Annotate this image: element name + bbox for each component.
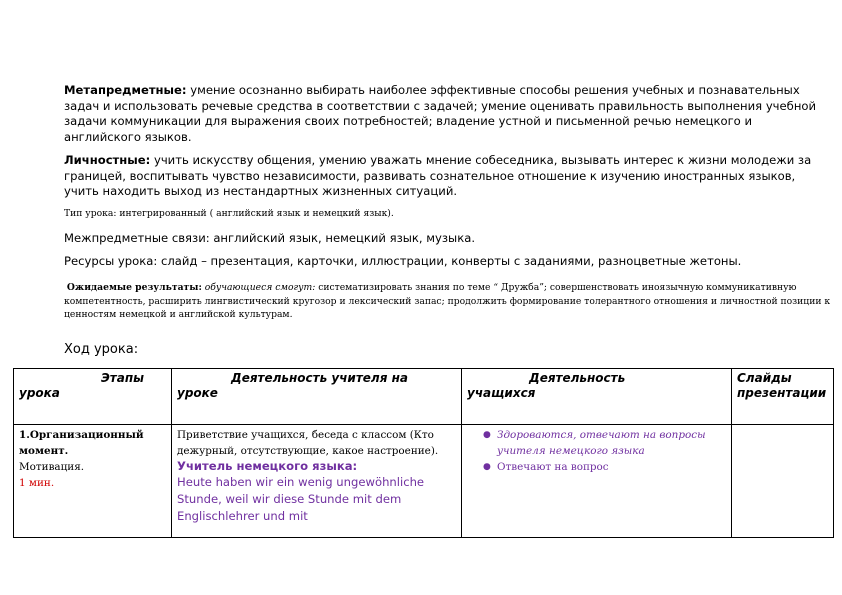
personal-paragraph bbox=[64, 153, 832, 200]
header-students bbox=[462, 369, 732, 425]
cell-students bbox=[462, 425, 732, 538]
personal-label: Личностные: bbox=[64, 153, 151, 167]
header-stage-line1: Этапы bbox=[101, 371, 145, 385]
lesson-type: Тип урока: интегрированный ( английский язык и немецкий язык). bbox=[64, 208, 394, 219]
meta-text: умение осознанно выбирать наиболее эффективные способы решения учебных и познавательных задач и использовать речевые средства в соответствии с задачей; умение оценивать правильность выполнения учебной задачи коммуникации для выражения своих потребностей; владение устной и письменной речью немецкого и английского языков. bbox=[64, 83, 817, 144]
cell-teacher bbox=[172, 425, 462, 538]
bullet-icon: ● bbox=[483, 430, 491, 440]
expected-results bbox=[64, 281, 832, 322]
table-header-row bbox=[14, 369, 834, 425]
teacher-german: Heute haben wir ein wenig ungewöhnliche Stunde, weil wir diese Stunde mit dem Englischlehrer und mit bbox=[177, 475, 425, 523]
stage-time: 1 мин. bbox=[19, 477, 55, 489]
personal-text: учить искусству общения, умению уважать мнение собеседника, вызывать интерес к жизни молодежи за границей, воспитывать чувство независимости, развивать сознательное отношение к изучению иностранных языков, учить находить выход из нестандартных жизненных ситуаций. bbox=[64, 153, 812, 198]
cell-slides bbox=[732, 425, 834, 538]
header-students-line1: Деятельность bbox=[529, 371, 626, 385]
student-list bbox=[467, 427, 726, 475]
teacher-text: Приветствие учащихся, беседа с классом (Кто дежурный, отсутствующие, какое настроение). bbox=[177, 429, 439, 457]
meta-label: Метапредметные: bbox=[64, 83, 187, 97]
table-row bbox=[14, 425, 834, 538]
header-slides-label: Слайды презентации bbox=[737, 371, 827, 400]
header-students-line2: учащихся bbox=[467, 386, 536, 400]
list-item bbox=[483, 427, 726, 459]
student-item-1: Здороваются, отвечают на вопросы учителя немецкого языка bbox=[497, 429, 706, 457]
student-item-2: Отвечают на вопрос bbox=[497, 461, 609, 473]
results-italic: обучающиеся смогут: bbox=[201, 282, 316, 293]
teacher-heading: Учитель немецкого языка: bbox=[177, 459, 358, 473]
meta-paragraph bbox=[64, 83, 832, 145]
stage-title: 1.Организационный момент. bbox=[19, 429, 144, 457]
header-teacher-line2: уроке bbox=[177, 386, 218, 400]
cell-stage bbox=[14, 425, 172, 538]
lesson-table bbox=[13, 368, 834, 538]
header-slides bbox=[732, 369, 834, 425]
course-title: Ход урока: bbox=[64, 342, 139, 357]
header-stage-line2: урока bbox=[19, 386, 60, 400]
results-label: Ожидаемые результаты: bbox=[66, 282, 202, 293]
stage-sub: Мотивация. bbox=[19, 461, 85, 473]
header-teacher-line1: Деятельность учителя на bbox=[231, 371, 408, 385]
results-text: систематизировать знания по теме “ Дружба”; совершенствовать иноязычную коммуникативную компетентность, расширить лингвистический кругозор и лексический запас; продолжить формирование толерантного отношения и личностной позиции к ценностям немецкой и английской культурам. bbox=[64, 282, 831, 321]
list-item bbox=[483, 459, 726, 475]
header-teacher bbox=[172, 369, 462, 425]
bullet-icon: ● bbox=[483, 462, 491, 472]
interdisciplinary-links: Межпредметные связи: английский язык, немецкий язык, музыка. bbox=[64, 231, 476, 245]
header-stage bbox=[14, 369, 172, 425]
lesson-resources: Ресурсы урока: слайд – презентация, карточки, иллюстрации, конверты с заданиями, разноцветные жетоны. bbox=[64, 254, 742, 268]
